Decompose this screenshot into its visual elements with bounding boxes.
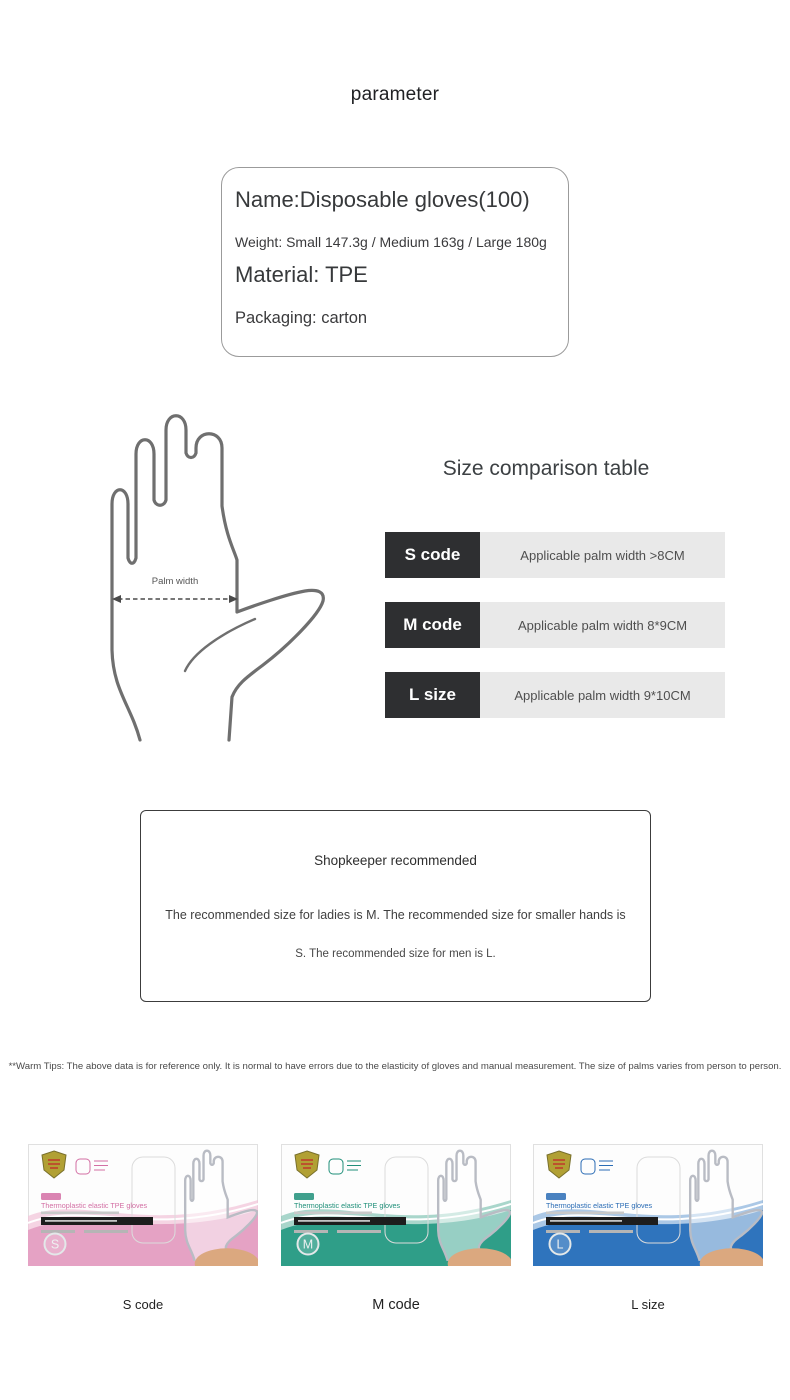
product-name: Name:Disposable gloves(100) <box>235 187 530 212</box>
size-desc: Applicable palm width 9*10CM <box>480 672 725 718</box>
page-title: parameter <box>350 84 440 105</box>
size-cell: S code <box>385 532 480 578</box>
box-subtitle-bar <box>41 1212 119 1215</box>
size-table-heading: Size comparison table <box>442 457 650 480</box>
palm-width-label: Palm width <box>151 576 199 587</box>
feature-text-bar <box>41 1230 75 1233</box>
feature-text-bar <box>337 1230 381 1233</box>
product-label-m: M code <box>372 1297 420 1313</box>
product-box-m <box>281 1144 511 1266</box>
black-info-bar-text <box>550 1220 622 1222</box>
size-desc: Applicable palm width >8CM <box>480 532 725 578</box>
feature-text-bar <box>294 1230 328 1233</box>
glove-box-image-m <box>281 1144 511 1266</box>
size-letter: L <box>556 1237 564 1252</box>
product-box-l <box>533 1144 763 1266</box>
hand-outline <box>112 416 323 740</box>
box-subtitle-bar <box>294 1212 372 1215</box>
black-info-bar-text <box>298 1220 370 1222</box>
black-info-bar-text <box>45 1220 117 1222</box>
series-tag <box>546 1193 566 1200</box>
product-packaging: Packaging: carton <box>235 309 368 327</box>
parameter-card <box>221 167 569 357</box>
size-cell: M code <box>385 602 480 648</box>
product-box-s <box>28 1144 258 1266</box>
box-title: Thermoplastic elastic TPE gloves <box>294 1201 401 1210</box>
size-row-l <box>385 672 725 718</box>
recommendation-line1: The recommended size for ladies is M. The recommended size for smaller hands is <box>165 908 626 922</box>
glove-box-image-l <box>533 1144 763 1266</box>
feature-text-bar <box>84 1230 128 1233</box>
size-letter: M <box>302 1237 314 1252</box>
size-desc: Applicable palm width 8*9CM <box>480 602 725 648</box>
series-tag <box>294 1193 314 1200</box>
box-title: Thermoplastic elastic TPE gloves <box>546 1201 653 1210</box>
product-material: Material: TPE <box>235 262 368 287</box>
feature-text-bar <box>589 1230 633 1233</box>
recommendation-box <box>140 810 651 1002</box>
feature-text-bar <box>546 1230 580 1233</box>
product-label-s: S code <box>122 1297 164 1312</box>
glove-box-image-s <box>28 1144 258 1266</box>
product-label-l: L size <box>631 1297 665 1312</box>
warm-tips: **Warm Tips: The above data is for reference only. It is normal to have errors due to the elasticity of gloves and manual measurement. The size of palms varies from person to person. <box>8 1061 782 1072</box>
palm-width-hand-figure <box>85 408 370 744</box>
box-title: Thermoplastic elastic TPE gloves <box>41 1201 148 1210</box>
series-tag <box>41 1193 61 1200</box>
size-letter: S <box>50 1237 60 1252</box>
size-row-s <box>385 532 725 578</box>
recommendation-line2: S. The recommended size for men is L. <box>295 948 496 960</box>
size-cell: L size <box>385 672 480 718</box>
box-subtitle-bar <box>546 1212 624 1215</box>
product-weight: Weight: Small 147.3g / Medium 163g / Large 180g <box>235 234 547 250</box>
recommendation-title: Shopkeeper recommended <box>314 853 477 868</box>
size-row-m <box>385 602 725 648</box>
